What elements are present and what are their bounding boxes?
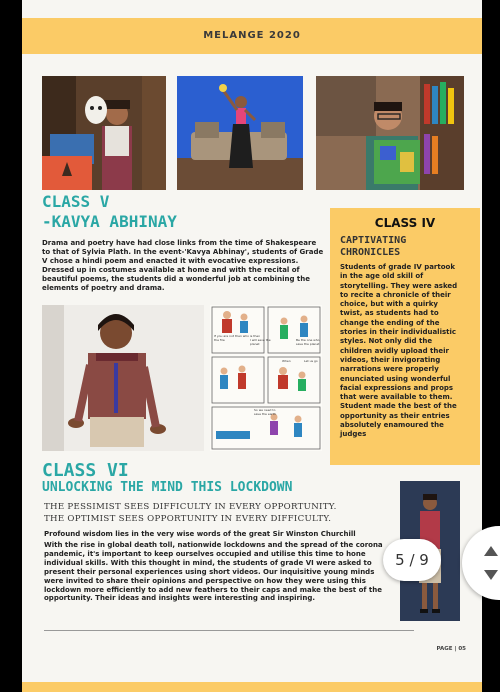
bottom-accent-bar: [22, 682, 482, 692]
page-header: [22, 18, 482, 54]
comic-bubble-6: So we need to save the earth: [254, 408, 276, 416]
class4-body: Students of grade IV partook in the age old skill of storytelling. They were asked to recite a chronicle of their choice, but with a quirky twist, as students had to change the ending of the stories in their individualistic styles. Not only did the children avidly upload their videos, their invigorating narrations were properly enunciated using wonderful facial expressions and props that were available to them. Student made the best of the opportunity as their entries absolutely enamoured the judges: [340, 263, 458, 439]
comic-drawing: [210, 305, 322, 451]
class6-title: CLASS VI: [42, 460, 129, 481]
class4-subtitle-line1: CAPTIVATING: [340, 235, 407, 246]
magazine-page: [22, 0, 482, 692]
class5-subtitle: -KAVYA ABHINAY: [42, 212, 177, 231]
class6-quote-line1: THE PESSIMIST SEES DIFFICULTY IN EVERY OPPORTUNITY.: [44, 502, 337, 512]
photo-storyteller-boy: [316, 76, 464, 190]
class4-box: [330, 208, 480, 465]
header-title: MELANGE 2020: [203, 30, 301, 41]
page-counter-label: 5 / 9: [395, 551, 429, 569]
page-counter: [383, 539, 441, 581]
page-number: PAGE | 05: [436, 646, 466, 652]
class6-subtitle: UNLOCKING THE MIND THIS LOCKDOWN: [42, 480, 293, 495]
class5-title: CLASS V: [42, 192, 110, 211]
chevron-down-icon[interactable]: [484, 570, 498, 580]
footer-rule: [44, 630, 414, 631]
photo-class6-girl: [42, 305, 204, 451]
class6-body-lead: Profound wisdom lies in the very wise words of the great Sir Winston Churchill: [44, 530, 356, 538]
chevron-up-icon[interactable]: [484, 546, 498, 556]
class4-subtitle-line2: CHRONICLES: [340, 247, 401, 258]
comic-bubble-5: Let us go: [304, 359, 318, 363]
comic-bubble-1: If you are not then who is then the fire: [214, 334, 261, 342]
class6-body: With the rise in global death toll, nationwide lockdowns and the spread of the corona pandemic, it's important to keep ourselves occupied and utilise this time to hone individual skills. With this thought in mind, the students of grade VI were asked to present their personal experiences using short videos. Our inquisitive young minds were invited to share their opinions and perspective on how they were using this lockdown more efficiently to add new feathers to their caps and make the best of the opportunity. Their ideas and insights were interesting and inspiring.: [44, 541, 383, 603]
photo-kavya-girl-dancing: [177, 76, 303, 190]
class4-title: CLASS IV: [374, 216, 436, 230]
class6-quote-line2: THE OPTIMIST SEES OPPORTUNITY IN EVERY DIFFICULTY.: [44, 514, 332, 524]
class5-body: Drama and poetry have had close links from the time of Shakespeare to that of Sylvia Plath. In the event-'Kavya Abhinay', students of Grade V chose a hindi poem and enacted it with evocative expressions. Dressed up in costumes available at home and with the recital of beautiful poems, the students did a wonderful job at combining the elements of poetry and drama.: [42, 239, 324, 292]
comic-bubble-3: Be the one who save the planet: [296, 338, 320, 346]
comic-bubble-2: I will save the planet: [250, 338, 271, 346]
photo-kavya-girl-mask: [42, 76, 166, 190]
comic-bubble-4: When: [282, 359, 291, 363]
